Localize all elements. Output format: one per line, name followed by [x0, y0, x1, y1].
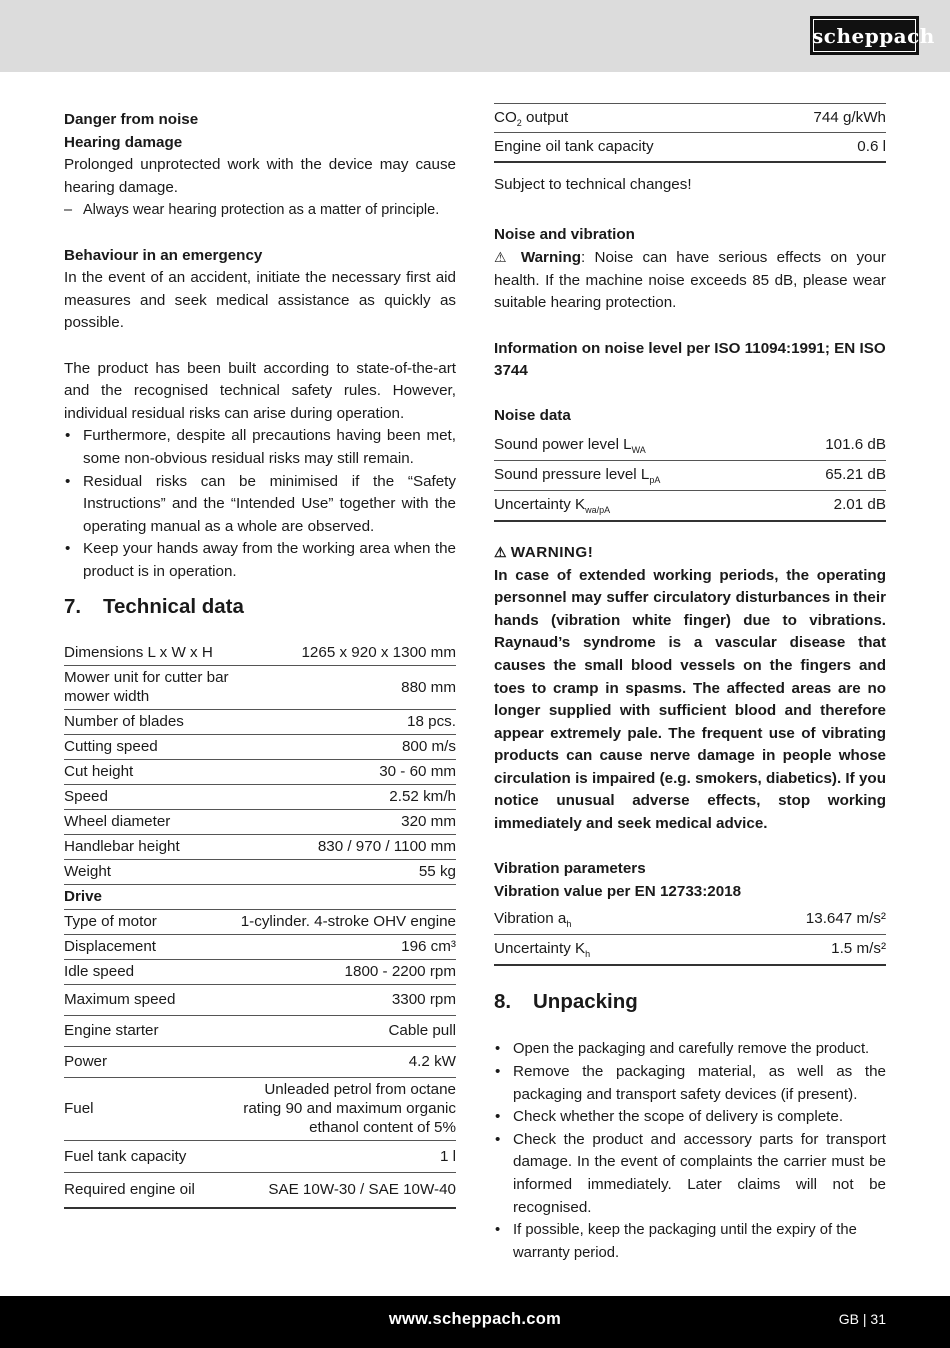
- section-number: 8.: [494, 990, 512, 1014]
- right-column: [494, 103, 886, 1264]
- list-item-text: Residual risks can be minimised if the “Safety Instructions” and the “Intended Use” together with the operating manual as a whole are observed.: [83, 472, 456, 535]
- spec-label: Speed: [64, 785, 231, 810]
- spec-value: 2.01 dB: [781, 490, 886, 521]
- list-item: • If possible, keep the packaging until the expiry of the warranty period.: [495, 1222, 857, 1261]
- list-item: • Check whether the scope of delivery is complete.: [495, 1108, 844, 1126]
- table-row: [64, 985, 456, 1016]
- spec-value: 4.2 kW: [231, 1047, 456, 1078]
- spec-value: 101.6 dB: [781, 431, 886, 461]
- table-row: [64, 885, 456, 910]
- spec-label: Power: [64, 1047, 231, 1078]
- table-row: [494, 490, 886, 521]
- spec-value: 880 mm: [231, 666, 456, 710]
- section-title-unpacking: [494, 988, 886, 1016]
- spec-label: Sound pressure level $L_{pA}$: [494, 460, 781, 490]
- spec-label: Vibration $a_h$: [494, 906, 708, 935]
- noise-heading: Danger from noise: [64, 111, 199, 128]
- list-item-text: Check whether the scope of delivery is complete.: [513, 1108, 844, 1126]
- website-link[interactable]: www.scheppach.com: [388, 1310, 562, 1328]
- drive-heading: Drive: [64, 885, 456, 910]
- spec-label: Sound power level $L_{WA}$: [494, 431, 781, 461]
- warning-icon: ⚠: [494, 249, 512, 266]
- spec-label: Required engine oil: [64, 1173, 231, 1209]
- table-row: [64, 960, 456, 985]
- vibration-warning-text: In case of extended working periods, the operating personnel may suffer circulatory disturbances in their hands (vibration white finger) due to vibrations. Raynaud’s syndrome is a vascular disease that causes the small blood vessels on the fingers and toes to cramp in spasms. The affected areas are no longer supplied with sufficient blood and therefore appear extremely pale. The frequent use of vibrating products can cause nerve damage in people whose circulation is impaired (e.g. smokers, diabetics). If you notice unusual adverse effects, stop working immediately and seek medical advice.: [494, 566, 886, 833]
- list-item: • Open the packaging and carefully remove the product.: [495, 1041, 870, 1058]
- list-item-text: If possible, keep the packaging until the expiry of the warranty period.: [513, 1222, 857, 1261]
- vibration-table: [494, 906, 886, 966]
- table-row: [64, 860, 456, 885]
- list-item: • Furthermore, despite all precautions having been met, some non-obvious residual risks may still remain.: [65, 427, 456, 467]
- subject-to-changes: Subject to technical changes!: [494, 176, 692, 193]
- spec-value: 1.5 m/s²: [708, 935, 886, 966]
- spec-value: 800 m/s: [231, 735, 456, 760]
- table-row: [494, 133, 886, 163]
- spec-value: 30 - 60 mm: [231, 760, 456, 785]
- left-column: [64, 103, 456, 1209]
- spec-label: Handlebar height: [64, 835, 231, 860]
- table-row: [64, 666, 456, 710]
- brand-logo: scheppach: [810, 16, 919, 55]
- spec-value: 3300 rpm: [231, 985, 456, 1016]
- vibration-value-heading: Vibration value per EN 12733:2018: [494, 882, 742, 900]
- list-item-text: Open the packaging and carefully remove the product.: [513, 1041, 870, 1058]
- vibration-params-heading: Vibration parameters: [494, 860, 646, 878]
- page-number: GB | 31: [838, 1311, 886, 1327]
- section-title-technical-data: [64, 593, 456, 621]
- table-row: [64, 1016, 456, 1047]
- spec-label: Engine oil tank capacity: [494, 133, 763, 163]
- table-row: [64, 810, 456, 835]
- spec-value: SAE 10W-30 / SAE 10W-40: [231, 1173, 456, 1209]
- table-row: [494, 431, 886, 461]
- noise-vibration-heading: Noise and vibration: [494, 225, 635, 243]
- table-row: [64, 1078, 456, 1141]
- technical-data-table: [64, 641, 456, 1209]
- header-bar: [0, 0, 950, 72]
- product-text: The product has been built according to state-of-the-art and the recognised technical safety rules. However, individual residual risks can arise during operation.: [64, 359, 456, 422]
- section-title-text: Unpacking: [533, 990, 638, 1014]
- table-row: [64, 910, 456, 935]
- table-row: [64, 641, 456, 666]
- section-title-text: Technical data: [103, 595, 244, 619]
- table-row: [494, 460, 886, 490]
- spec-value: 0.6 l: [763, 133, 886, 163]
- dash-marker: –: [64, 202, 73, 219]
- list-item-text: Furthermore, despite all precautions having been met, some non-obvious residual risks may still remain.: [83, 427, 456, 467]
- spec-label: Uncertainty $K_{wa/pA}$: [494, 490, 781, 521]
- spec-label: Wheel diameter: [64, 810, 231, 835]
- spec-label: Mower unit for cutter bar mower width: [64, 666, 231, 710]
- hearing-instruction: [64, 199, 456, 222]
- spec-value: 1800 - 2200 rpm: [231, 960, 456, 985]
- spec-value: 830 / 970 / 1100 mm: [231, 835, 456, 860]
- spec-label: Uncertainty $K_h$: [494, 935, 708, 966]
- spec-label: Dimensions L x W x H: [64, 641, 231, 666]
- hearing-text: Prolonged unprotected work with the device may cause hearing damage.: [64, 156, 456, 196]
- spec-label: Fuel tank capacity: [64, 1141, 231, 1173]
- list-item: • Check the product and accessory parts for transport damage. In the event of complaints the carrier must be informed immediately. Later claims will not be recognised.: [495, 1130, 886, 1216]
- spec-value: Unleaded petrol from octane rating 90 and maximum organic ethanol content of 5%: [231, 1078, 456, 1141]
- table-row: [64, 735, 456, 760]
- spec-value: 1265 x 920 x 1300 mm: [231, 641, 456, 666]
- spec-label: Fuel: [64, 1078, 231, 1141]
- table-row: [494, 935, 886, 966]
- spec-value: 1-cylinder. 4-stroke OHV engine: [231, 910, 456, 935]
- table-row: [64, 935, 456, 960]
- spec-label: Idle speed: [64, 960, 231, 985]
- vibration-warning-title: ⚠ WARNING!: [494, 543, 594, 561]
- table-row: [494, 906, 886, 935]
- spec-label: Maximum speed: [64, 985, 231, 1016]
- hearing-heading: Hearing damage: [64, 133, 183, 151]
- spec-label: Type of motor: [64, 910, 231, 935]
- list-item: • Residual risks can be minimised if the “Safety Instructions” and the “Intended Use” together with the operating manual as a whole are observed.: [65, 472, 456, 535]
- spec-value: 13.647 m/s²: [708, 906, 886, 935]
- spec-value: 196 cm³: [231, 935, 456, 960]
- spec-label: $CO_2$ output: [494, 104, 763, 133]
- list-item: • Remove the packaging material, as well as the packaging and transport safety devices (if present).: [495, 1063, 886, 1103]
- list-item-text: Keep your hands away from the working area when the product is in operation.: [83, 540, 456, 580]
- emergency-heading: Behaviour in an emergency: [64, 246, 263, 264]
- table-row: [494, 104, 886, 133]
- table-row: [64, 1047, 456, 1078]
- table-row: [64, 760, 456, 785]
- list-item-text: Check the product and accessory parts for transport damage. In the event of complaints the carrier must be informed immediately. Later claims will not be recognised.: [513, 1130, 886, 1216]
- spec-value: 65.21 dB: [781, 460, 886, 490]
- table-row: [64, 1141, 456, 1173]
- spec-value: 2.52 km/h: [231, 785, 456, 810]
- spec-value: 320 mm: [231, 810, 456, 835]
- table-row: [64, 710, 456, 735]
- spec-value: 55 kg: [231, 860, 456, 885]
- list-item: • Keep your hands away from the working area when the product is in operation.: [65, 540, 456, 580]
- spec-label: Number of blades: [64, 710, 231, 735]
- hearing-instruction-text: Always wear hearing protection as a matter of principle.: [83, 202, 440, 219]
- spec-label: Cutting speed: [64, 735, 231, 760]
- spec-value: 18 pcs.: [231, 710, 456, 735]
- noise-warning: ⚠ Warning: Noise can have serious effects on your health. If the machine noise exceeds 85 dB, please wear suitable hearing protection.: [494, 249, 886, 312]
- table-row: [64, 835, 456, 860]
- section-number: 7.: [64, 595, 82, 619]
- noise-info-heading: Information on noise level per ISO 11094:1991; EN ISO 3744: [494, 339, 886, 380]
- emissions-table: [494, 103, 886, 163]
- spec-label: Engine starter: [64, 1016, 231, 1047]
- table-row: [64, 1173, 456, 1209]
- spec-value: 1 l: [231, 1141, 456, 1173]
- spec-label: Displacement: [64, 935, 231, 960]
- spec-label: Cut height: [64, 760, 231, 785]
- noise-data-table: [494, 431, 886, 522]
- spec-value: 744 g/kWh: [763, 104, 886, 133]
- emergency-text: In the event of an accident, initiate the necessary first aid measures and seek medical assistance as quickly as possible.: [64, 269, 456, 332]
- list-item-text: Remove the packaging material, as well as the packaging and transport safety devices (if present).: [513, 1063, 886, 1103]
- spec-value: Cable pull: [231, 1016, 456, 1047]
- footer-bar: [0, 1296, 950, 1348]
- table-row: [64, 785, 456, 810]
- noise-data-heading: Noise data: [494, 407, 571, 425]
- warning-icon: ⚠: [494, 543, 507, 560]
- spec-label: Weight: [64, 860, 231, 885]
